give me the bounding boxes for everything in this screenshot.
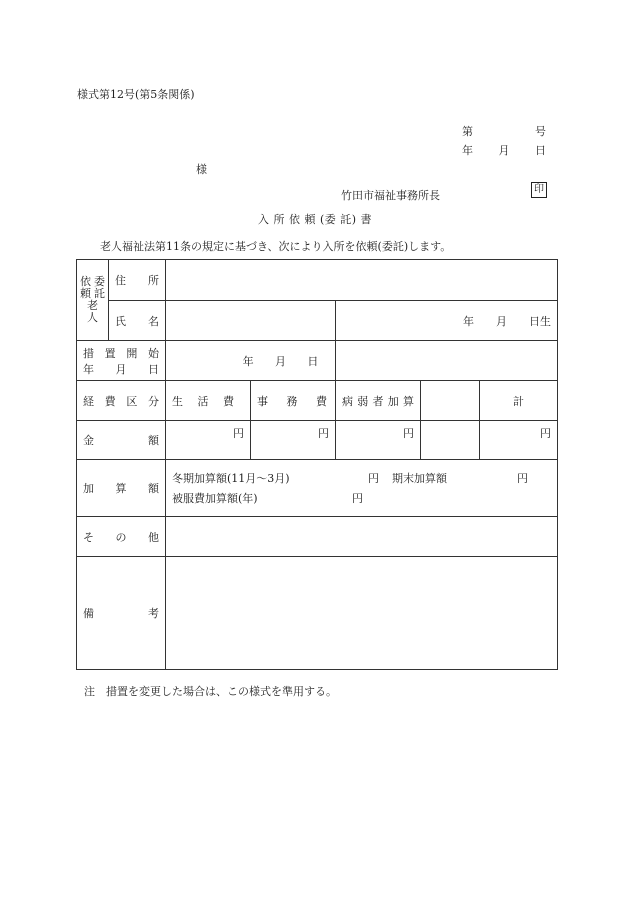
clothing-addition-yen: 円: [352, 492, 363, 505]
other-field[interactable]: [166, 517, 558, 557]
sick-addition-amount[interactable]: 円: [336, 421, 421, 460]
document-title: 入 所 依 頼 (委 託) 書: [257, 213, 373, 226]
name-field[interactable]: [166, 301, 336, 341]
office-cost-amount[interactable]: 円: [251, 421, 336, 460]
living-cost-amount[interactable]: 円: [166, 421, 251, 460]
footnote: 注 措置を変更した場合は、この様式を準用する。: [84, 685, 337, 698]
address-label: 住 所: [109, 260, 166, 301]
remarks-field[interactable]: [166, 557, 558, 670]
elderly-group-label: 依 頼 委 託 老 人: [77, 260, 109, 341]
number-suffix: 号: [535, 125, 546, 138]
expense-category-label: 経 費 区 分: [77, 381, 166, 421]
document-number-line: [462, 123, 546, 139]
measure-start-label: 措 置 開 始 年 月 日: [77, 341, 166, 381]
expense-header-row: [77, 381, 558, 421]
addition-details[interactable]: [166, 460, 558, 517]
document-date-line: [462, 142, 546, 158]
sick-addition-header: 病 弱 者 加 算: [336, 381, 421, 421]
office-cost-header: 事 務 費: [251, 381, 336, 421]
form-number-label: 様式第12号(第5条関係): [77, 88, 195, 101]
total-header: 計: [480, 381, 558, 421]
winter-addition-yen: 円: [368, 472, 379, 485]
remarks-label: 備 考: [77, 557, 166, 670]
birthdate-field[interactable]: 年 月 日生: [336, 301, 558, 341]
blank-amount[interactable]: [421, 421, 480, 460]
date-year: 年: [462, 144, 473, 157]
measure-start-extra[interactable]: [336, 341, 558, 381]
recipient-suffix: 様: [196, 163, 207, 176]
intro-text: 老人福祉法第11条の規定に基づき、次により入所を依頼(委託)します。: [100, 240, 452, 253]
remarks-row: [77, 557, 558, 670]
name-label: 氏 名: [109, 301, 166, 341]
name-row: [77, 301, 558, 341]
number-prefix: 第: [462, 125, 473, 138]
other-row: [77, 517, 558, 557]
blank-header: [421, 381, 480, 421]
amount-label: 金 額: [77, 421, 166, 460]
total-amount[interactable]: 円: [480, 421, 558, 460]
issuer-name: 竹田市福祉事務所長: [341, 189, 440, 202]
term-end-addition-label: 期末加算額: [392, 472, 447, 485]
amount-row: [77, 421, 558, 460]
measure-start-row: [77, 341, 558, 381]
clothing-addition-label: 被服費加算額(年): [172, 492, 258, 505]
term-end-addition-yen: 円: [517, 472, 528, 485]
address-row: [77, 260, 558, 301]
other-label: そ の 他: [77, 517, 166, 557]
address-field[interactable]: [166, 260, 558, 301]
winter-addition-label: 冬期加算額(11月〜3月): [172, 472, 290, 485]
date-month: 月: [498, 144, 510, 157]
addition-label: 加 算 額: [77, 460, 166, 517]
request-form-table: [76, 259, 558, 670]
date-day: 日: [535, 144, 546, 157]
seal-mark: 印: [531, 182, 547, 198]
living-cost-header: 生 活 費: [166, 381, 251, 421]
addition-row: [77, 460, 558, 517]
measure-start-date-field[interactable]: 年 月 日: [166, 341, 336, 381]
